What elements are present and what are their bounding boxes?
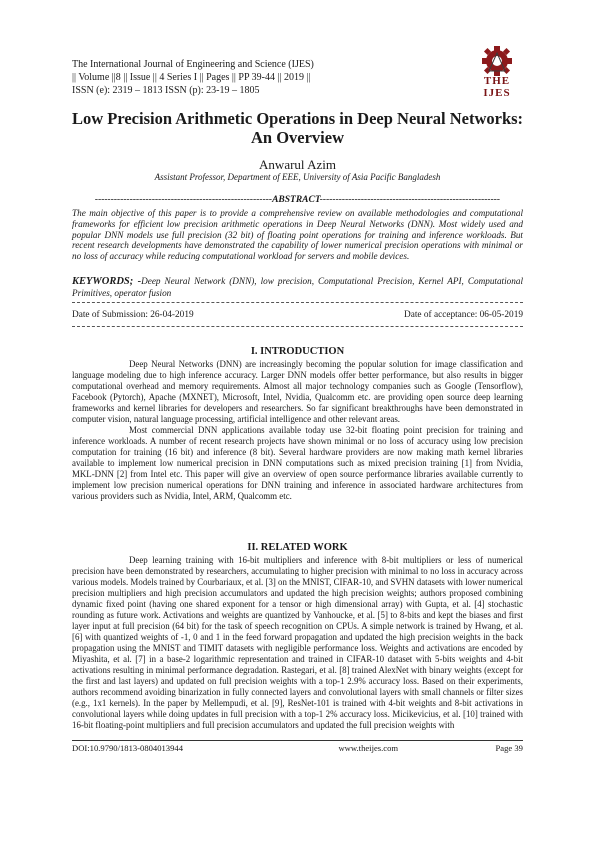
- footer-rule: [72, 740, 523, 741]
- dates-row: [72, 310, 523, 320]
- paragraph: Deep Neural Networks (DNN) are increasingly becoming the popular solution for image classification and language modeling due to high inference accuracy. Larger DNN models offer better performance, but also results in bigger computational overhead and memory requirements. Almost all major technology companies such as Google (Tensorflow), Facebook (Pytorch), Apache (MXNET), Microsoft, Intel, Nvidia, Qualcomm etc. are providing open source deep learning frameworks and kernel libraries for developers and researchers. So far significant breakthroughs have been demonstrated in computer vision, natural language processing, artificial intelligence and other relevant areas.: [72, 359, 523, 424]
- gear-icon: [471, 45, 523, 77]
- author-name: Anwarul Azim: [259, 157, 336, 172]
- keywords-label: KEYWORDS; -: [72, 276, 142, 287]
- section-body-introduction: [72, 359, 523, 502]
- paper-title: [60, 109, 535, 147]
- doi-text: DOI:10.9790/1813-0804013944: [72, 743, 183, 753]
- section-heading-introduction: I. INTRODUCTION: [250, 346, 345, 357]
- author-affiliation: Assistant Professor, Department of EEE, University of Asia Pacific Bangladesh: [154, 172, 441, 182]
- website-link[interactable]: www.theijes.com: [338, 743, 399, 753]
- submission-date: Date of Submission: 26-04-2019: [72, 310, 194, 320]
- section-heading-related-work: II. RELATED WORK: [247, 542, 348, 553]
- paragraph: Deep learning training with 16-bit multipliers and inference with 8-bit multipliers or less of numerical precision have been demonstrated by researchers, accumulating to higher precision with minimal to no loss in accuracy across various models. Models trained by Courbariaux, et al. [3] on the MNIST, CIFAR-10, and SVHN datasets with lower numerical precision multipliers and high precision accumulators and updated the high precision weights; authors proposed combining dynamic fixed point (having one shared exponent for a tensor or high dimensional array) with Gupta, et al. [4] stochastic rounding as future work. Activations and weights are quantized by Vanhoucke, et al. [5] to 8-bits and kept the biases and first layer input at full precision (64 bit) for the task of speech recognition on CPUs. A simple network is trained by Hwang, et al. [6] with quantized weights of -1, 0 and 1 in the feed forward propagation and updated the high precision weights in the back propagation using the MNIST and TIMIT datasets with negligible performance loss. Weights and activations are encoded by Miyashita, et al. [7] in a base-2 logarithmic representation and trained in CIFAR-10 dataset with 5-bits weights and 4-bit activations resulting in minimal performance degradation. Rastegari, et al. [8] trained AlexNet with binary weights (except for the first and last layers) and updated on full precision weights with a top-1 2.9% accuracy loss. Based on their experiments, authors recommend avoiding binarization in fully connected layers and convolutional layers with small channels or filter sizes (e.g., 1x1 kernels). In the paper by Mellempudi, et al. [9], ResNet-101 is trained with 4-bit weights and 8-bit activations in convolutional layers while doing updates in full precision with a top-1 2% accuracy loss. Micikevicius, et al. [10] trained with 16-bit floating-point multipliers and full precision accumulators and updated the full precision weights with: [72, 555, 523, 730]
- acceptance-date: Date of acceptance: 06-05-2019: [404, 310, 523, 320]
- keywords: [72, 276, 523, 299]
- journal-issn-line: ISSN (e): 2319 – 1813 ISSN (p): 23-19 – 1805: [72, 85, 260, 96]
- journal-name: The International Journal of Engineering and Science (IJES): [72, 59, 314, 70]
- page-footer: [72, 743, 523, 753]
- keywords-text: Deep Neural Network (DNN), low precision, Computational Precision, Kernel API, Computational Primitives, operator fusion: [72, 276, 523, 298]
- paper-title-line-2: An Overview: [250, 128, 345, 147]
- abstract-text: The main objective of this paper is to provide a comprehensive review on available methodologies and computational frameworks for efficient low precision arithmetic operations in Deep Neural Networks (DNN). Most widely used and popular DNN models use full precision (32 bit) of floating point operations for training and inference workloads. But recent research developments have demonstrated the capability of lower numerical precision operations with minimal or no loss of accuracy while reducing computational workload for servers and mobile devices.: [72, 208, 523, 262]
- paragraph: Most commercial DNN applications available today use 32-bit floating point precision for training and inference workloads. A number of recent research projects have shown minimal or no loss of accuracy using low precision computation for training (16 bit) and inference (8 bit). Several hardware providers are now making math kernel libraries available to implement low numerical precision in DNN computations such as mixed precision training [1] from Nvidia, MKL-DNN [2] from Intel etc. This paper will give an overview of open source performance libraries available currently to implement low precision numerical operations for DNN training and inference in associated hardware architectures from various providers such as Nvidia, Intel, ARM, Qualcomm etc.: [72, 425, 523, 501]
- divider-top: [72, 302, 523, 303]
- logo-text: THE IJES: [483, 75, 511, 99]
- journal-issue-line: || Volume ||8 || Issue || 4 Series I || Pages || PP 39-44 || 2019 ||: [72, 72, 311, 83]
- divider-bottom: [72, 326, 523, 327]
- section-body-related-work: [72, 555, 523, 731]
- journal-logo: [471, 45, 523, 99]
- page-number: Page 39: [495, 743, 523, 753]
- paper-title-line-1: Low Precision Arithmetic Operations in Deep Neural Networks:: [71, 109, 524, 128]
- abstract-heading: --------------------------------------------------------ABSTRACT---------------------------------------------------------: [94, 195, 501, 205]
